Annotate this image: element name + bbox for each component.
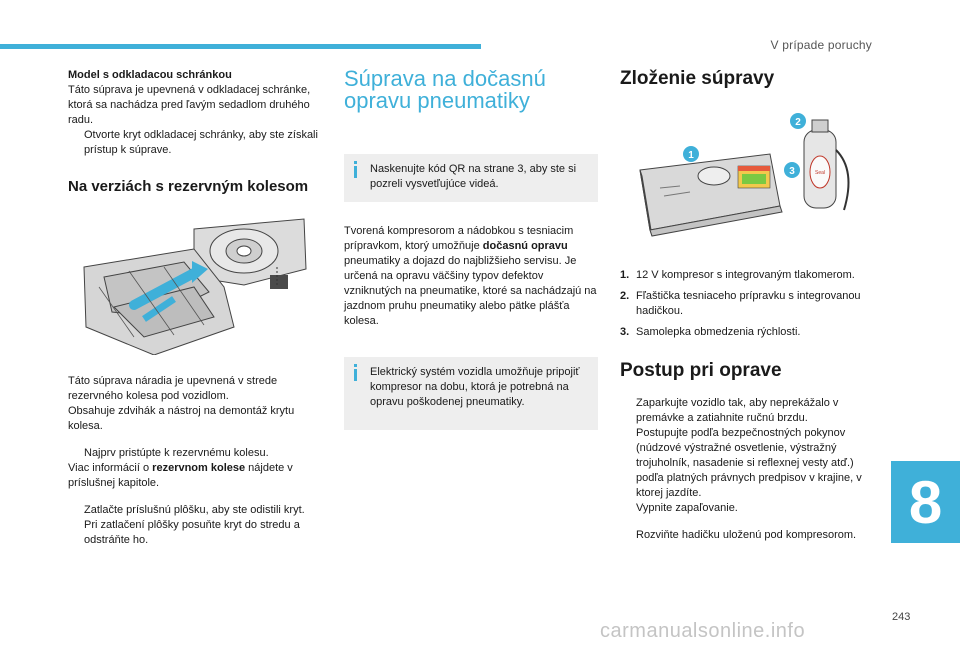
callout-2: 2 (795, 117, 801, 128)
callout-1: 1 (688, 150, 694, 161)
info-icon (354, 364, 357, 367)
list-item: 2. Fľaštička tesniaceho prípravku s integrovanou hadičkou. (620, 290, 861, 317)
bullet-icon (620, 426, 636, 501)
glovebox-text: Táto súprava je upevnená v odkladacej schránke, ktorá sa nachádza pred ľavým sedadlom druhého radu. (68, 84, 311, 126)
page-number: 243 (892, 611, 911, 623)
info-note-electrical: Elektrický systém vozidla umožňuje pripojiť kompresor na dobu, ktorá je potrebná na opravu poškodenej pneumatiky. (344, 357, 598, 430)
watermark: carmanualsonline.info (600, 620, 806, 642)
list-item (68, 128, 318, 158)
bullet-icon (68, 128, 84, 158)
more-info-text: Viac informácií o rezervnom kolese nájdete v príslušnej kapitole. (68, 462, 293, 489)
spare-wheel-text-2: Obsahuje zdvihák a nástroj na demontáž krytu kolesa. (68, 405, 295, 432)
column-right (620, 68, 880, 90)
list-item: Postupujte podľa bezpečnostných pokynov (núdzové výstražné osvetlenie, výstražný trojuholník, nasadenie si reflexnej vesty atď.) podľa platných právnych predpisov v krajine, v ktorej jazdíte. (620, 426, 880, 501)
list-item: 1. 12 V kompresor s integrovaným tlakomerom. (620, 269, 855, 281)
spare-wheel-text-1: Táto súprava náradia je upevnená v strede rezervného kolesa pod vozidlom. (68, 375, 278, 402)
list-item (68, 503, 318, 518)
list-item: 3. Samolepka obmedzenia rýchlosti. (620, 326, 801, 338)
kit-title: Súprava na dočasnú opravu pneumatiky (344, 66, 546, 113)
composition-title: Zloženie súpravy (620, 68, 775, 89)
bullet-icon (620, 501, 636, 516)
kit-components-illustration (620, 110, 860, 245)
info-note-qr: Naskenujte kód QR na strane 3, aby ste si pozreli vysvetľujúce videá. (344, 154, 598, 202)
bottle-label: Seal (814, 170, 826, 176)
list-item: Vypnite zapaľovanie. (620, 501, 880, 516)
info-icon (354, 161, 357, 164)
bullet-icon (620, 528, 636, 543)
composition-list (620, 268, 880, 543)
section-title: V prípade poruchy (770, 38, 872, 52)
glovebox-step: Otvorte kryt odkladacej schránky, aby ste získali prístup k súprave. (84, 129, 318, 156)
step-press-tab: Zatlačte príslušnú plôšku, aby ste odistili kryt. (84, 504, 305, 516)
bullet-icon (68, 446, 84, 461)
column-left (68, 68, 318, 548)
column-middle (344, 68, 598, 430)
header-accent-bar (0, 44, 481, 49)
list-item (68, 446, 318, 461)
kit-description: Tvorená kompresorom a nádobkou s tesniacim prípravkom, ktorý umožňuje dočasnú opravu pneumatiky a dojazd do najbližšieho servisu. Je určená na opravu väčšiny typov defektov vzniknutých na pneumatike, ktoré sa nachádzajú na jazdnom pruhu pneumatiky alebo pätke plášťa kolesa. (344, 225, 597, 327)
callout-3: 3 (789, 166, 795, 177)
list-item (68, 518, 318, 548)
bullet-icon (68, 518, 84, 548)
bullet-icon (68, 503, 84, 518)
list-item: Zaparkujte vozidlo tak, aby neprekážalo v premávke a zatiahnite ručnú brzdu. (620, 396, 880, 426)
list-item: Rozviňte hadičku uloženú pod kompresorom. (620, 528, 880, 543)
step-access-spare: Najprv pristúpte k rezervnému kolesu. (84, 447, 269, 459)
glovebox-title: Model s odkladacou schránkou (68, 69, 232, 81)
spare-wheel-illustration (74, 207, 318, 360)
procedure-title: Postup pri oprave (620, 360, 782, 381)
bullet-icon (620, 396, 636, 426)
chapter-tab: 8 (891, 461, 960, 543)
step-slide-cover: Pri zatlačení plôšky posuňte kryt do stredu a odstráňte ho. (84, 519, 300, 546)
spare-wheel-heading: Na verziách s rezervným kolesom (68, 178, 309, 195)
